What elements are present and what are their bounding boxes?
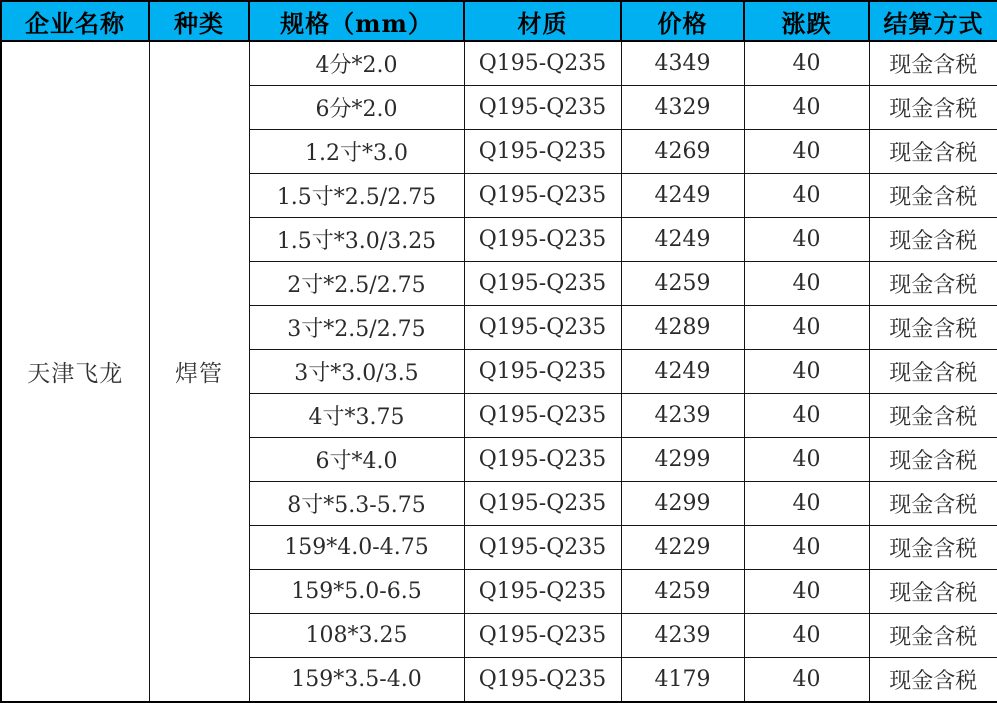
settlement-cell: 现金含税 [869,41,997,86]
price-cell: 4229 [621,526,744,570]
price-cell: 4299 [621,482,744,526]
spec-cell: 6分*2.0 [249,86,464,130]
column-header-price: 价格 [621,1,744,41]
settlement-cell: 现金含税 [869,438,997,482]
settlement-cell: 现金含税 [869,350,997,394]
change-cell: 40 [744,482,869,526]
change-cell: 40 [744,174,869,218]
material-cell: Q195-Q235 [464,86,621,130]
change-cell: 40 [744,306,869,350]
change-cell: 40 [744,262,869,306]
spec-cell: 159*5.0-6.5 [249,570,464,614]
material-cell: Q195-Q235 [464,658,621,703]
price-cell: 4269 [621,130,744,174]
change-cell: 40 [744,130,869,174]
change-cell: 40 [744,614,869,658]
spec-cell: 4寸*3.75 [249,394,464,438]
spec-cell: 1.5寸*2.5/2.75 [249,174,464,218]
column-header-material: 材质 [464,1,621,41]
settlement-cell: 现金含税 [869,262,997,306]
change-cell: 40 [744,570,869,614]
price-cell: 4179 [621,658,744,703]
material-cell: Q195-Q235 [464,394,621,438]
price-cell: 4239 [621,394,744,438]
spec-cell: 6寸*4.0 [249,438,464,482]
column-header-change: 涨跌 [744,1,869,41]
change-cell: 40 [744,438,869,482]
price-cell: 4239 [621,614,744,658]
table-row [1,41,997,86]
change-cell: 40 [744,86,869,130]
settlement-cell: 现金含税 [869,86,997,130]
material-cell: Q195-Q235 [464,350,621,394]
column-header-spec: 规格（mm） [249,1,464,41]
header-row [1,1,997,41]
spec-cell: 108*3.25 [249,614,464,658]
material-cell: Q195-Q235 [464,130,621,174]
material-cell: Q195-Q235 [464,262,621,306]
spec-cell: 1.2寸*3.0 [249,130,464,174]
change-cell: 40 [744,526,869,570]
change-cell: 40 [744,41,869,86]
settlement-cell: 现金含税 [869,570,997,614]
column-header-category: 种类 [149,1,249,41]
material-cell: Q195-Q235 [464,570,621,614]
settlement-cell: 现金含税 [869,658,997,703]
spec-cell: 2寸*2.5/2.75 [249,262,464,306]
category-cell: 焊管 [149,41,249,703]
material-cell: Q195-Q235 [464,306,621,350]
column-header-settlement: 结算方式 [869,1,997,41]
settlement-cell: 现金含税 [869,306,997,350]
settlement-cell: 现金含税 [869,614,997,658]
price-cell: 4329 [621,86,744,130]
spec-cell: 159*4.0-4.75 [249,526,464,570]
price-cell: 4249 [621,350,744,394]
settlement-cell: 现金含税 [869,130,997,174]
spec-cell: 3寸*2.5/2.75 [249,306,464,350]
change-cell: 40 [744,658,869,703]
material-cell: Q195-Q235 [464,482,621,526]
spec-cell: 8寸*5.3-5.75 [249,482,464,526]
settlement-cell: 现金含税 [869,394,997,438]
company-name-cell: 天津飞龙 [1,41,149,703]
change-cell: 40 [744,350,869,394]
price-cell: 4349 [621,41,744,86]
price-cell: 4259 [621,570,744,614]
material-cell: Q195-Q235 [464,41,621,86]
material-cell: Q195-Q235 [464,614,621,658]
spec-cell: 4分*2.0 [249,41,464,86]
price-cell: 4299 [621,438,744,482]
price-cell: 4249 [621,174,744,218]
spec-cell: 159*3.5-4.0 [249,658,464,703]
material-cell: Q195-Q235 [464,174,621,218]
settlement-cell: 现金含税 [869,482,997,526]
material-cell: Q195-Q235 [464,438,621,482]
settlement-cell: 现金含税 [869,218,997,262]
change-cell: 40 [744,218,869,262]
settlement-cell: 现金含税 [869,174,997,218]
material-cell: Q195-Q235 [464,218,621,262]
price-cell: 4249 [621,218,744,262]
price-cell: 4289 [621,306,744,350]
price-cell: 4259 [621,262,744,306]
change-cell: 40 [744,394,869,438]
column-header-company: 企业名称 [1,1,149,41]
spec-cell: 3寸*3.0/3.5 [249,350,464,394]
spec-cell: 1.5寸*3.0/3.25 [249,218,464,262]
material-cell: Q195-Q235 [464,526,621,570]
settlement-cell: 现金含税 [869,526,997,570]
